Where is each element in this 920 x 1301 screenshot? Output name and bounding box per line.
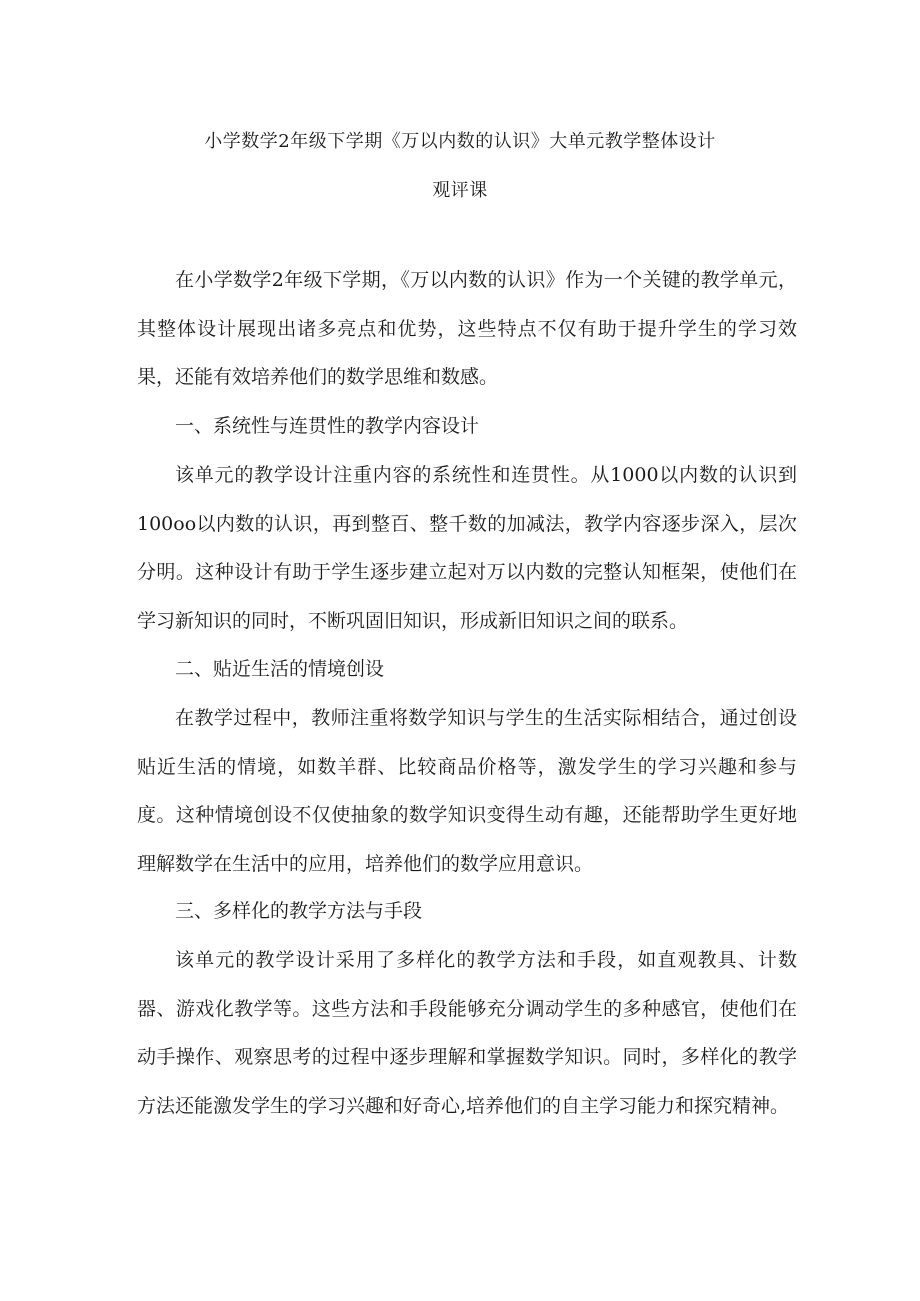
document-subtitle: 观评课 [432,180,488,201]
intro-paragraph: 在小学数学2年级下学期，《万以内数的认识》作为一个关键的教学单元，其整体设计展现出诸多亮点和优势，这些特点不仅有助于提升学生的学习效果，还能有效培养他们的数学思维和数感。 [137,269,797,388]
section-heading-3: 三、多样化的教学方法与手段 [175,900,423,922]
section-body-2: 在教学过程中，教师注重将数学知识与学生的生活实际相结合，通过创设贴近生活的情境，如数羊群、比较商品价格等，激发学生的学习兴趣和参与度。这种情境创设不仅使抽象的数学知识变得生动有趣，还能帮助学生更好地理解数学在生活中的应用，培养他们的数学应用意识。 [137,707,797,875]
section-heading-1: 一、系统性与连贯性的教学内容设计 [175,415,480,437]
section-body-3: 该单元的教学设计采用了多样化的教学方法和手段，如直观教具、计数器、游戏化教学等。这些方法和手段能够充分调动学生的多种感官，使他们在动手操作、观察思考的过程中逐步理解和掌握数学知识。同时，多样化的教学方法还能激发学生的学习兴趣和好奇心,培养他们的自主学习能力和探究精神。 [137,949,797,1117]
section-heading-2: 二、贴近生活的情境创设 [175,658,385,680]
document-title: 小学数学2年级下学期《万以内数的认识》大单元教学整体设计 [204,131,716,152]
section-body-1: 该单元的教学设计注重内容的系统性和连贯性。从1000以内数的认识到100oo以内数的认识，再到整百、整千数的加减法，教学内容逐步深入，层次分明。这种设计有助于学生逐步建立起对万以内数的完整认知框架，使他们在学习新知识的同时，不断巩固旧知识，形成新旧知识之间的联系。 [137,464,797,632]
